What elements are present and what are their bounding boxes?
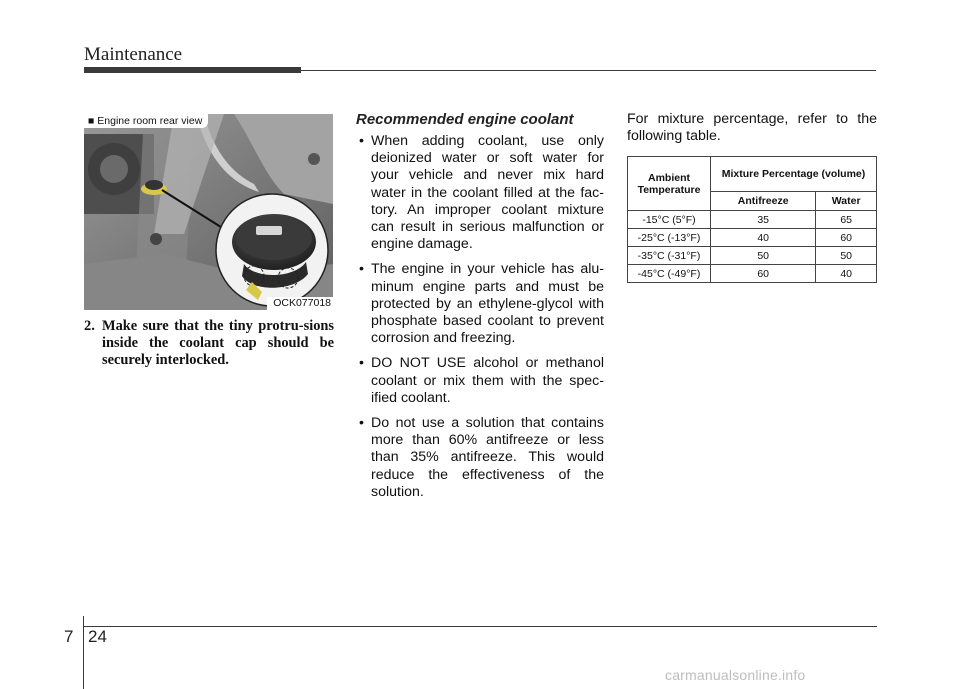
header-mixture: Mixture Percentage (volume)	[711, 157, 877, 192]
chapter-number: 7	[64, 627, 74, 646]
bullet-icon: •	[359, 261, 364, 278]
section-heading: Recommended engine coolant	[356, 111, 574, 128]
cell-temp: -15°C (5°F)	[628, 211, 711, 229]
watermark: carmanualsonline.info	[665, 667, 806, 683]
footer-divider	[83, 616, 84, 689]
header-rule-thick	[84, 67, 301, 73]
step-2	[84, 318, 334, 369]
table-row	[628, 229, 877, 247]
list-item	[356, 355, 604, 407]
step-text: Make sure that the tiny protru-sions inside the coolant cap should be securely interlocked.	[102, 318, 334, 368]
table-intro: For mixture percentage, refer to the following table.	[627, 111, 877, 145]
table-row	[628, 211, 877, 229]
table-row	[628, 247, 877, 265]
page-number: 24	[88, 627, 107, 646]
list-item	[356, 261, 604, 347]
cell-antifreeze: 35	[711, 211, 816, 229]
bullet-text: The engine in your vehicle has alu-minum engine parts and must be protected by an ethylene-glycol with phosphate based coolant to prevent corrosion and freezing.	[371, 261, 604, 347]
cell-temp: -25°C (-13°F)	[628, 229, 711, 247]
cell-water: 40	[816, 265, 877, 283]
header-antifreeze: Antifreeze	[711, 192, 816, 211]
header-rule-thin	[301, 70, 876, 71]
black-square-icon: ■	[88, 115, 95, 127]
cell-antifreeze: 50	[711, 247, 816, 265]
list-item	[356, 415, 604, 501]
cell-temp: -45°C (-49°F)	[628, 265, 711, 283]
cell-water: 65	[816, 211, 877, 229]
bullet-icon: •	[359, 355, 364, 372]
bullet-text: When adding coolant, use only deionized water or soft water for your vehicle and never mix hard water in the coolant filled at the fac-tory. An improper coolant mixture can result in serious malfunction or engine damage.	[371, 133, 604, 253]
header-water: Water	[816, 192, 877, 211]
bullet-text: DO NOT USE alcohol or methanol coolant or mix them with the spec-ified coolant.	[371, 355, 604, 406]
coolant-bullet-list	[356, 133, 604, 509]
list-item	[356, 133, 604, 253]
cell-water: 50	[816, 247, 877, 265]
bullet-text: Do not use a solution that contains more than 60% antifreeze or less than 35% antifreeze. This would reduce the effectiveness of the solution.	[371, 415, 604, 500]
footer-rule	[84, 626, 877, 627]
cell-water: 60	[816, 229, 877, 247]
cell-temp: -35°C (-31°F)	[628, 247, 711, 265]
engine-illustration	[84, 114, 333, 310]
cell-antifreeze: 60	[711, 265, 816, 283]
figure-code: OCK077018	[267, 297, 333, 310]
bullet-icon: •	[359, 133, 364, 149]
engine-room-figure	[84, 114, 333, 310]
step-number: 2.	[84, 318, 95, 334]
figure-caption-text: Engine room rear view	[97, 115, 203, 127]
mixture-table	[627, 156, 877, 283]
cell-antifreeze: 40	[711, 229, 816, 247]
figure-caption	[84, 114, 208, 128]
bullet-icon: •	[359, 415, 364, 432]
header-title: Maintenance	[84, 44, 183, 65]
header-ambient: Ambient Temperature	[628, 157, 711, 211]
table-row	[628, 265, 877, 283]
